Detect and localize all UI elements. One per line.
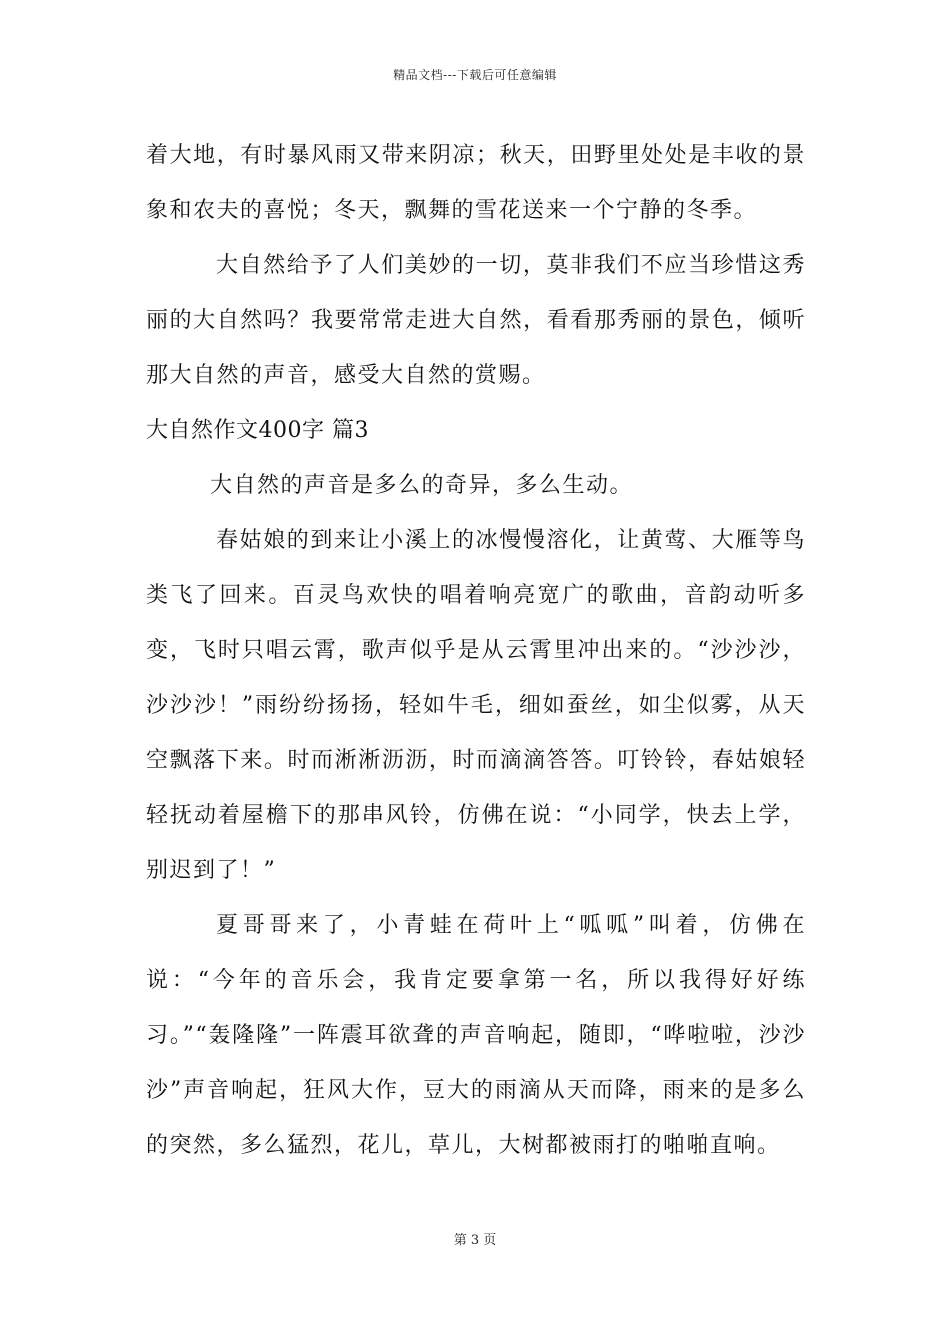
paragraph: 大自然的声音是多么的奇异，多么生动。 <box>210 473 634 498</box>
page-number: 第 3 页 <box>453 1233 497 1248</box>
document-body <box>146 128 806 1173</box>
section-heading: 大自然作文400字 篇3 <box>146 418 369 443</box>
paragraph: 大自然给予了人们美妙的一切，莫非我们不应当珍惜这秀丽的大自然吗？我要常常走进大自然，看看那秀丽的景色，倾听那大自然的声音，感受大自然的赏赐。 <box>146 253 806 388</box>
paragraph-continued: 着大地，有时暴风雨又带来阴凉；秋天，田野里处处是丰收的景象和农夫的喜悦；冬天，飘舞的雪花送来一个宁静的冬季。 <box>146 143 806 223</box>
paragraph: 春姑娘的到来让小溪上的冰慢慢溶化，让黄莺、大雁等鸟类飞了回来。百灵鸟欢快的唱着响亮宽广的歌曲，音韵动听多变，飞时只唱云霄，歌声似乎是从云霄里冲出来的。“沙沙沙，沙沙沙！”雨纷纷扬扬，轻如牛毛，细如蚕丝，如尘似雾，从天空飘落下来。时而淅淅沥沥，时而滴滴答答。叮铃铃，春姑娘轻轻抚动着屋檐下的那串风铃，仿佛在说：“小同学，快去上学，别迟到了！” <box>146 528 806 883</box>
paragraph: 夏哥哥来了，小青蛙在荷叶上“呱呱”叫着，仿佛在说：“今年的音乐会，我肯定要拿第一名，所以我得好好练习。”“轰隆隆”一阵震耳欲聋的声音响起，随即，“哗啦啦，沙沙沙”声音响起，狂风大作，豆大的雨滴从天而降，雨来的是多么的突然，多么猛烈，花儿，草儿，大树都被雨打的啪啪直响。 <box>146 913 806 1158</box>
page-header: 精品文档---下载后可任意编辑 <box>393 68 557 82</box>
